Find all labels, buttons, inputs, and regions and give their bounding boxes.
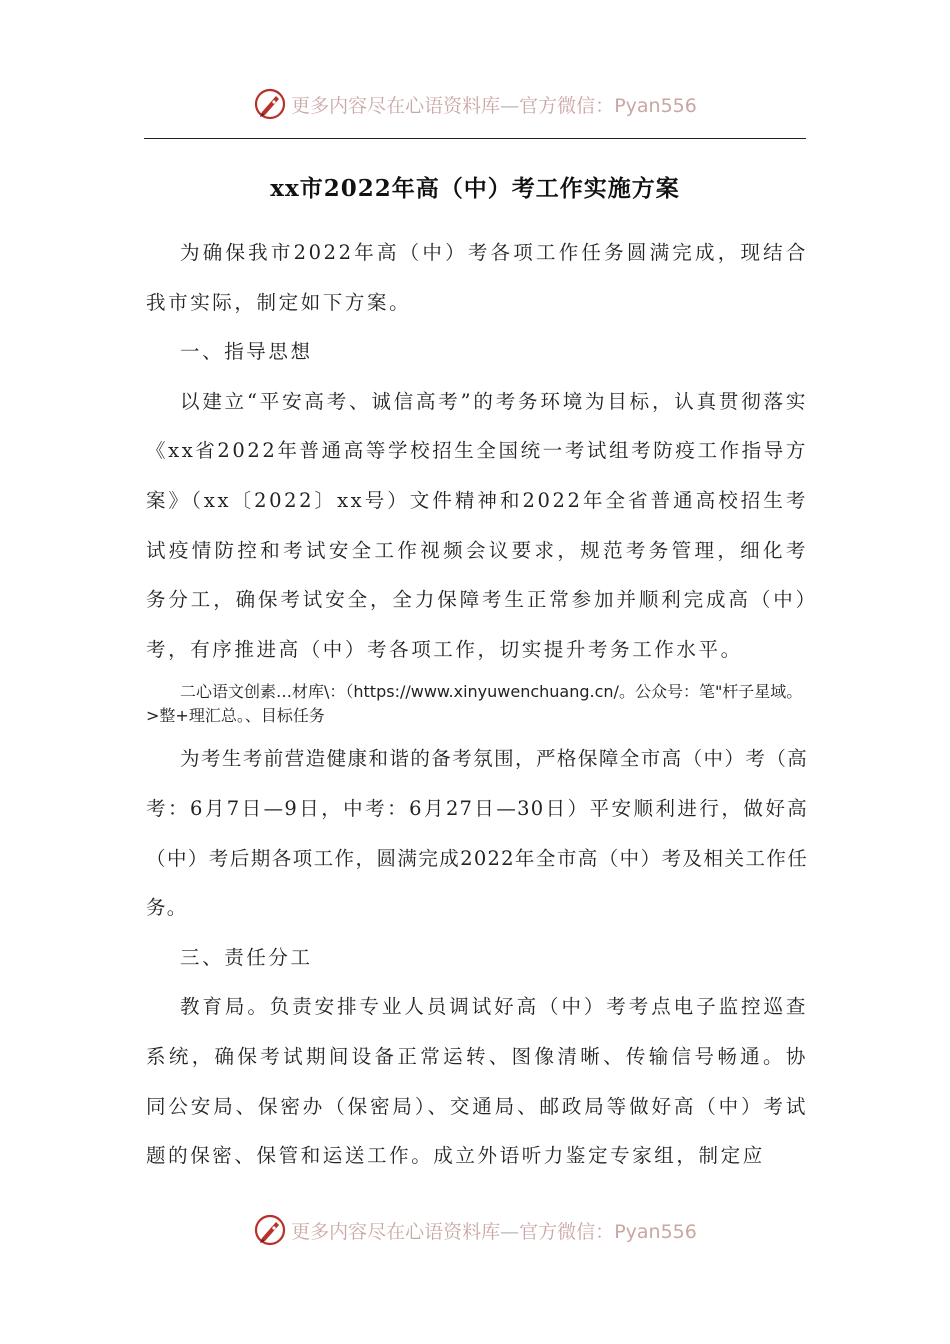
intro-paragraph: 为确保我市2022年高（中）考各项工作任务圆满完成，现结合我市实际，制定如下方案。	[146, 241, 808, 314]
banner-text	[291, 91, 697, 118]
document-title: xx市2022年高（中）考工作实施方案	[270, 175, 680, 202]
section-heading-guiding-ideology: 一、指导思想	[180, 340, 313, 364]
guiding-ideology-paragraph: 以建立“平安高考、诚信高考”的考务环境为目标，认真贯彻落实《xx省2022年普通高等学校招生全国统一考试组考防疫工作指导方案》（xx〔2022〕xx号）文件精神和2022年全省普通高校招生考试疫情防控和考试安全工作视频会议要求，规范考务管理，细化考务分工，确保考试安全，全力保障考生正常参加并顺利完成高（中）考，有序推进高（中）考各项工作，切实提升考务工作水平。	[146, 389, 808, 661]
document-body	[146, 228, 808, 1181]
header-banner	[0, 84, 950, 124]
responsibilities-paragraph: 教育局。负责安排专业人员调试好高（中）考考点电子监控巡查系统，确保考试期间设备正常运转、图像清晰、传输信号畅通。协同公安局、保密办（保密局）、交通局、邮政局等做好高（中）考试题的保密、保管和运送工作。成立外语听力鉴定专家组，制定应	[146, 995, 808, 1168]
banner-wechat-label: 官方微信：	[519, 94, 615, 117]
banner-site-text: 更多内容尽在心语资料库	[291, 1220, 501, 1243]
banner-separator: —	[500, 1220, 520, 1243]
banner-wechat-id: Pyan556	[614, 94, 697, 117]
footer-banner	[0, 1210, 950, 1250]
header-divider	[144, 138, 806, 139]
garbled-watermark-line: 二心语文创素…材库\：（https://www.xinyuwenchuang.cn/。公众号：笔"杆子星域。>整+理汇总。、目标任务	[146, 682, 803, 726]
targets-paragraph: 为考生考前营造健康和谐的备考氛围，严格保障全市高（中）考（高考：6月7日—9日，中考：6月27日—30日）平安顺利进行，做好高（中）考后期各项工作，圆满完成2022年全市高（中）考及相关工作任务。	[146, 747, 808, 920]
banner-text	[291, 1217, 697, 1244]
pen-logo-icon	[253, 87, 287, 121]
pen-logo-icon	[253, 1213, 287, 1247]
section-heading-responsibilities: 三、责任分工	[180, 945, 313, 969]
banner-site-text: 更多内容尽在心语资料库	[291, 94, 501, 117]
banner-wechat-id: Pyan556	[614, 1220, 697, 1243]
banner-wechat-label: 官方微信：	[519, 1220, 615, 1243]
banner-separator: —	[500, 94, 520, 117]
